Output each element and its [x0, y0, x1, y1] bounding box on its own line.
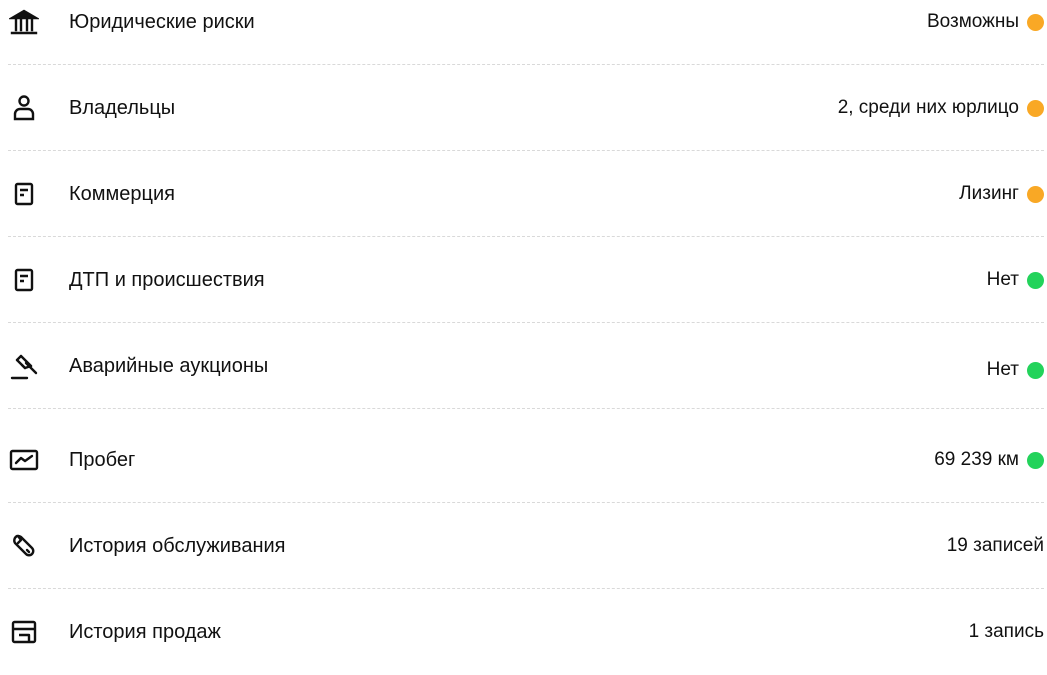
row-value: 1 запись: [968, 621, 1044, 642]
row-sales-history[interactable]: [0, 589, 1047, 675]
row-value-wrap: [838, 96, 1044, 120]
row-value-wrap: [987, 268, 1044, 292]
person-icon: [8, 92, 40, 124]
row-value-wrap: [959, 182, 1044, 206]
row-mileage[interactable]: [0, 417, 1047, 503]
document-icon: [8, 178, 40, 210]
status-dot-warning: [1027, 186, 1044, 203]
wrench-icon: [8, 530, 40, 562]
row-value-wrap: [947, 534, 1044, 558]
store-icon: [8, 616, 40, 648]
row-commerce[interactable]: [0, 151, 1047, 237]
gavel-icon: [8, 350, 40, 382]
row-value: 2, среди них юрлицо: [837, 97, 1019, 118]
row-label: Владельцы: [69, 97, 176, 119]
row-label: Коммерция: [69, 183, 175, 205]
row-value: Возможны: [926, 11, 1019, 32]
row-label: ДТП и происшествия: [69, 269, 265, 291]
row-label: Аварийные аукционы: [69, 355, 269, 377]
row-label: История обслуживания: [69, 535, 286, 557]
row-value: Нет: [986, 269, 1019, 290]
row-label: Юридические риски: [69, 11, 255, 33]
row-value: 19 записей: [946, 535, 1044, 556]
document-icon: [8, 264, 40, 296]
bank-icon: [8, 6, 40, 38]
row-label: История продаж: [69, 621, 221, 643]
row-label: Пробег: [69, 449, 136, 471]
row-owners[interactable]: [0, 65, 1047, 151]
row-value: 69 239 км: [934, 449, 1019, 470]
row-accidents[interactable]: [0, 237, 1047, 323]
row-value-wrap: [969, 620, 1044, 644]
row-value-wrap: [927, 10, 1044, 34]
row-value-wrap: [987, 358, 1044, 382]
status-dot-ok: [1027, 452, 1044, 469]
row-salvage-auctions[interactable]: [0, 323, 1047, 409]
status-dot-ok: [1027, 272, 1044, 289]
row-value: Лизинг: [959, 183, 1019, 204]
status-dot-warning: [1027, 100, 1044, 117]
status-dot-warning: [1027, 14, 1044, 31]
row-value: Нет: [986, 359, 1019, 380]
row-legal-risks[interactable]: [0, 0, 1047, 65]
row-value-wrap: [934, 448, 1044, 472]
chart-icon: [8, 444, 40, 476]
row-service-history[interactable]: [0, 503, 1047, 589]
status-dot-ok: [1027, 362, 1044, 379]
